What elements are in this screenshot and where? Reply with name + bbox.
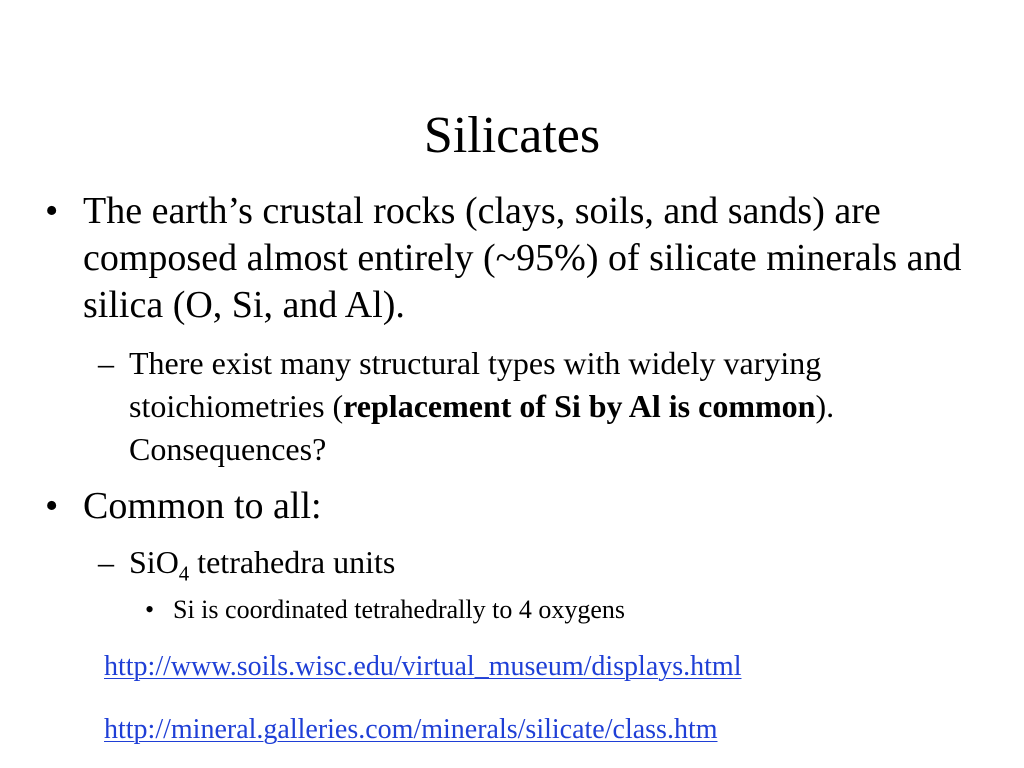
formula-base: SiO (129, 544, 179, 580)
mineral-galleries-link[interactable]: http://mineral.galleries.com/minerals/silicate/class.htm (104, 714, 718, 745)
bullet-crustal-rocks (45, 188, 985, 329)
sub-bullet-text (98, 541, 978, 584)
formula-subscript: 4 (178, 562, 190, 586)
sub-bullet-text-end: ). Consequences? (129, 388, 835, 467)
bullet-marker: • (145, 595, 155, 624)
sub-bullet-text (98, 342, 978, 471)
sub-bullet-structural-types (98, 342, 978, 471)
sub-bullet-text-bold: replacement of Si by Al is common (343, 388, 816, 424)
dash-marker: – (98, 544, 114, 580)
sub-sub-bullet-coordination (145, 593, 965, 627)
sub-bullet-sio4 (98, 541, 978, 584)
soils-museum-link[interactable]: http://www.soils.wisc.edu/virtual_museum/displays.html (104, 651, 742, 682)
bullet-marker: • (45, 190, 59, 232)
bullet-common-to-all (45, 483, 985, 530)
bullet-text: The earth’s crustal rocks (clays, soils, and sands) are composed almost entirely (~95%) of silicate minerals and silica (O, Si, and Al). (83, 190, 962, 326)
dash-marker: – (98, 345, 114, 381)
sub-sub-bullet-text: Si is coordinated tetrahedrally to 4 oxygens (173, 595, 626, 624)
bullet-marker: • (45, 485, 59, 527)
slide-title: Silicates (423, 107, 601, 164)
sub-bullet-text-end: tetrahedra units (189, 544, 396, 580)
bullet-text: Common to all: (83, 485, 322, 527)
sub-bullet-text-start: There exist many structural types with widely varying stoichiometries ( (129, 345, 822, 424)
